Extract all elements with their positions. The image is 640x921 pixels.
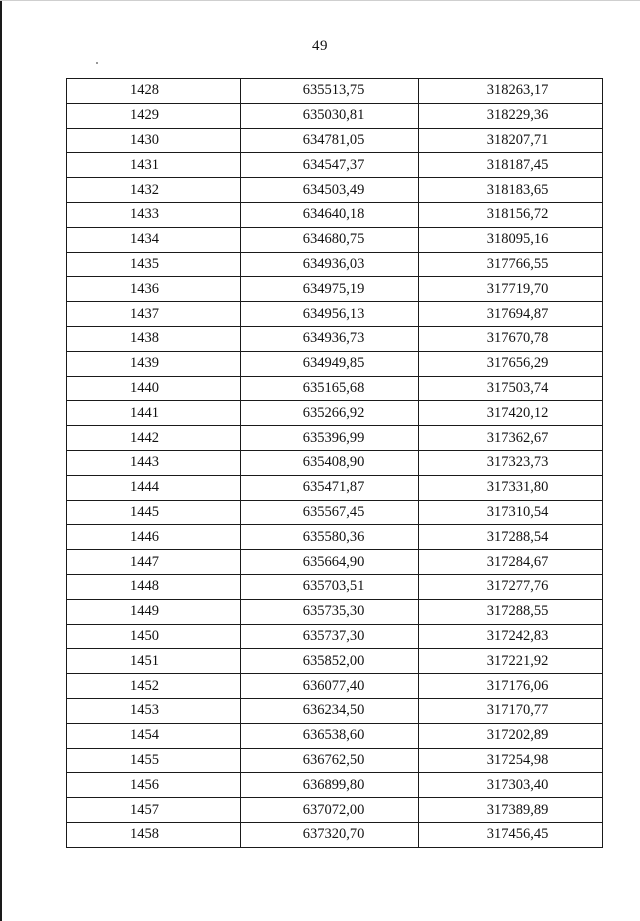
table-row bbox=[67, 674, 603, 699]
x-coordinate-cell: 635737,30 bbox=[241, 624, 419, 649]
point-number-cell: 1451 bbox=[67, 649, 241, 674]
y-coordinate-cell: 318207,71 bbox=[419, 128, 603, 153]
table-row bbox=[67, 822, 603, 847]
x-coordinate-cell: 634936,03 bbox=[241, 252, 419, 277]
point-number-cell: 1447 bbox=[67, 550, 241, 575]
y-coordinate-cell: 317254,98 bbox=[419, 748, 603, 773]
table-row bbox=[67, 500, 603, 525]
table-row bbox=[67, 128, 603, 153]
point-number-cell: 1443 bbox=[67, 450, 241, 475]
point-number-cell: 1453 bbox=[67, 698, 241, 723]
point-number-cell: 1438 bbox=[67, 326, 241, 351]
table-row bbox=[67, 773, 603, 798]
point-number-cell: 1435 bbox=[67, 252, 241, 277]
table-row bbox=[67, 153, 603, 178]
table-row bbox=[67, 649, 603, 674]
y-coordinate-cell: 318095,16 bbox=[419, 227, 603, 252]
table-row bbox=[67, 574, 603, 599]
point-number-cell: 1448 bbox=[67, 574, 241, 599]
x-coordinate-cell: 636077,40 bbox=[241, 674, 419, 699]
x-coordinate-cell: 634680,75 bbox=[241, 227, 419, 252]
point-number-cell: 1445 bbox=[67, 500, 241, 525]
point-number-cell: 1432 bbox=[67, 178, 241, 203]
scan-page-edge bbox=[0, 0, 2, 921]
y-coordinate-cell: 318183,65 bbox=[419, 178, 603, 203]
x-coordinate-cell: 634975,19 bbox=[241, 277, 419, 302]
point-number-cell: 1455 bbox=[67, 748, 241, 773]
point-number-cell: 1457 bbox=[67, 798, 241, 823]
coordinates-table bbox=[66, 78, 603, 848]
x-coordinate-cell: 635513,75 bbox=[241, 79, 419, 104]
coordinates-table-body bbox=[67, 79, 603, 848]
table-row bbox=[67, 351, 603, 376]
y-coordinate-cell: 317694,87 bbox=[419, 302, 603, 327]
y-coordinate-cell: 318229,36 bbox=[419, 103, 603, 128]
y-coordinate-cell: 317277,76 bbox=[419, 574, 603, 599]
x-coordinate-cell: 635735,30 bbox=[241, 599, 419, 624]
x-coordinate-cell: 634640,18 bbox=[241, 202, 419, 227]
x-coordinate-cell: 634547,37 bbox=[241, 153, 419, 178]
table-row bbox=[67, 525, 603, 550]
x-coordinate-cell: 636538,60 bbox=[241, 723, 419, 748]
y-coordinate-cell: 317310,54 bbox=[419, 500, 603, 525]
table-row bbox=[67, 302, 603, 327]
y-coordinate-cell: 317323,73 bbox=[419, 450, 603, 475]
x-coordinate-cell: 636762,50 bbox=[241, 748, 419, 773]
x-coordinate-cell: 635567,45 bbox=[241, 500, 419, 525]
y-coordinate-cell: 317202,89 bbox=[419, 723, 603, 748]
table-row bbox=[67, 723, 603, 748]
point-number-cell: 1436 bbox=[67, 277, 241, 302]
x-coordinate-cell: 635030,81 bbox=[241, 103, 419, 128]
point-number-cell: 1428 bbox=[67, 79, 241, 104]
x-coordinate-cell: 636234,50 bbox=[241, 698, 419, 723]
table-row bbox=[67, 698, 603, 723]
y-coordinate-cell: 317170,77 bbox=[419, 698, 603, 723]
x-coordinate-cell: 636899,80 bbox=[241, 773, 419, 798]
point-number-cell: 1452 bbox=[67, 674, 241, 699]
point-number-cell: 1449 bbox=[67, 599, 241, 624]
table-row bbox=[67, 599, 603, 624]
y-coordinate-cell: 317456,45 bbox=[419, 822, 603, 847]
x-coordinate-cell: 635580,36 bbox=[241, 525, 419, 550]
x-coordinate-cell: 635165,68 bbox=[241, 376, 419, 401]
x-coordinate-cell: 634949,85 bbox=[241, 351, 419, 376]
table-row bbox=[67, 227, 603, 252]
scan-top-edge bbox=[0, 0, 640, 1]
y-coordinate-cell: 317389,89 bbox=[419, 798, 603, 823]
x-coordinate-cell: 634503,49 bbox=[241, 178, 419, 203]
point-number-cell: 1458 bbox=[67, 822, 241, 847]
table-row bbox=[67, 475, 603, 500]
x-coordinate-cell: 634956,13 bbox=[241, 302, 419, 327]
point-number-cell: 1433 bbox=[67, 202, 241, 227]
y-coordinate-cell: 317420,12 bbox=[419, 401, 603, 426]
point-number-cell: 1439 bbox=[67, 351, 241, 376]
point-number-cell: 1431 bbox=[67, 153, 241, 178]
x-coordinate-cell: 637072,00 bbox=[241, 798, 419, 823]
point-number-cell: 1437 bbox=[67, 302, 241, 327]
point-number-cell: 1454 bbox=[67, 723, 241, 748]
x-coordinate-cell: 635396,99 bbox=[241, 426, 419, 451]
point-number-cell: 1442 bbox=[67, 426, 241, 451]
x-coordinate-cell: 635408,90 bbox=[241, 450, 419, 475]
y-coordinate-cell: 317303,40 bbox=[419, 773, 603, 798]
y-coordinate-cell: 317221,92 bbox=[419, 649, 603, 674]
table-row bbox=[67, 624, 603, 649]
y-coordinate-cell: 318156,72 bbox=[419, 202, 603, 227]
x-coordinate-cell: 635703,51 bbox=[241, 574, 419, 599]
y-coordinate-cell: 317362,67 bbox=[419, 426, 603, 451]
table-row bbox=[67, 103, 603, 128]
y-coordinate-cell: 317284,67 bbox=[419, 550, 603, 575]
y-coordinate-cell: 317176,06 bbox=[419, 674, 603, 699]
x-coordinate-cell: 635852,00 bbox=[241, 649, 419, 674]
point-number-cell: 1444 bbox=[67, 475, 241, 500]
table-row bbox=[67, 798, 603, 823]
point-number-cell: 1441 bbox=[67, 401, 241, 426]
table-row bbox=[67, 178, 603, 203]
table-row bbox=[67, 252, 603, 277]
y-coordinate-cell: 317503,74 bbox=[419, 376, 603, 401]
y-coordinate-cell: 318263,17 bbox=[419, 79, 603, 104]
y-coordinate-cell: 317766,55 bbox=[419, 252, 603, 277]
point-number-cell: 1429 bbox=[67, 103, 241, 128]
point-number-cell: 1440 bbox=[67, 376, 241, 401]
point-number-cell: 1430 bbox=[67, 128, 241, 153]
table-row bbox=[67, 450, 603, 475]
table-row bbox=[67, 401, 603, 426]
x-coordinate-cell: 634781,05 bbox=[241, 128, 419, 153]
x-coordinate-cell: 635664,90 bbox=[241, 550, 419, 575]
point-number-cell: 1434 bbox=[67, 227, 241, 252]
x-coordinate-cell: 637320,70 bbox=[241, 822, 419, 847]
table-row bbox=[67, 202, 603, 227]
x-coordinate-cell: 635471,87 bbox=[241, 475, 419, 500]
page-number: 49 bbox=[312, 38, 328, 54]
table-row bbox=[67, 79, 603, 104]
table-row bbox=[67, 748, 603, 773]
y-coordinate-cell: 318187,45 bbox=[419, 153, 603, 178]
y-coordinate-cell: 317719,70 bbox=[419, 277, 603, 302]
point-number-cell: 1446 bbox=[67, 525, 241, 550]
scan-speck bbox=[96, 62, 98, 64]
table-row bbox=[67, 326, 603, 351]
x-coordinate-cell: 635266,92 bbox=[241, 401, 419, 426]
table-row bbox=[67, 277, 603, 302]
point-number-cell: 1450 bbox=[67, 624, 241, 649]
point-number-cell: 1456 bbox=[67, 773, 241, 798]
y-coordinate-cell: 317656,29 bbox=[419, 351, 603, 376]
y-coordinate-cell: 317670,78 bbox=[419, 326, 603, 351]
y-coordinate-cell: 317288,55 bbox=[419, 599, 603, 624]
table-row bbox=[67, 376, 603, 401]
table-row bbox=[67, 550, 603, 575]
y-coordinate-cell: 317242,83 bbox=[419, 624, 603, 649]
y-coordinate-cell: 317288,54 bbox=[419, 525, 603, 550]
y-coordinate-cell: 317331,80 bbox=[419, 475, 603, 500]
table-row bbox=[67, 426, 603, 451]
x-coordinate-cell: 634936,73 bbox=[241, 326, 419, 351]
